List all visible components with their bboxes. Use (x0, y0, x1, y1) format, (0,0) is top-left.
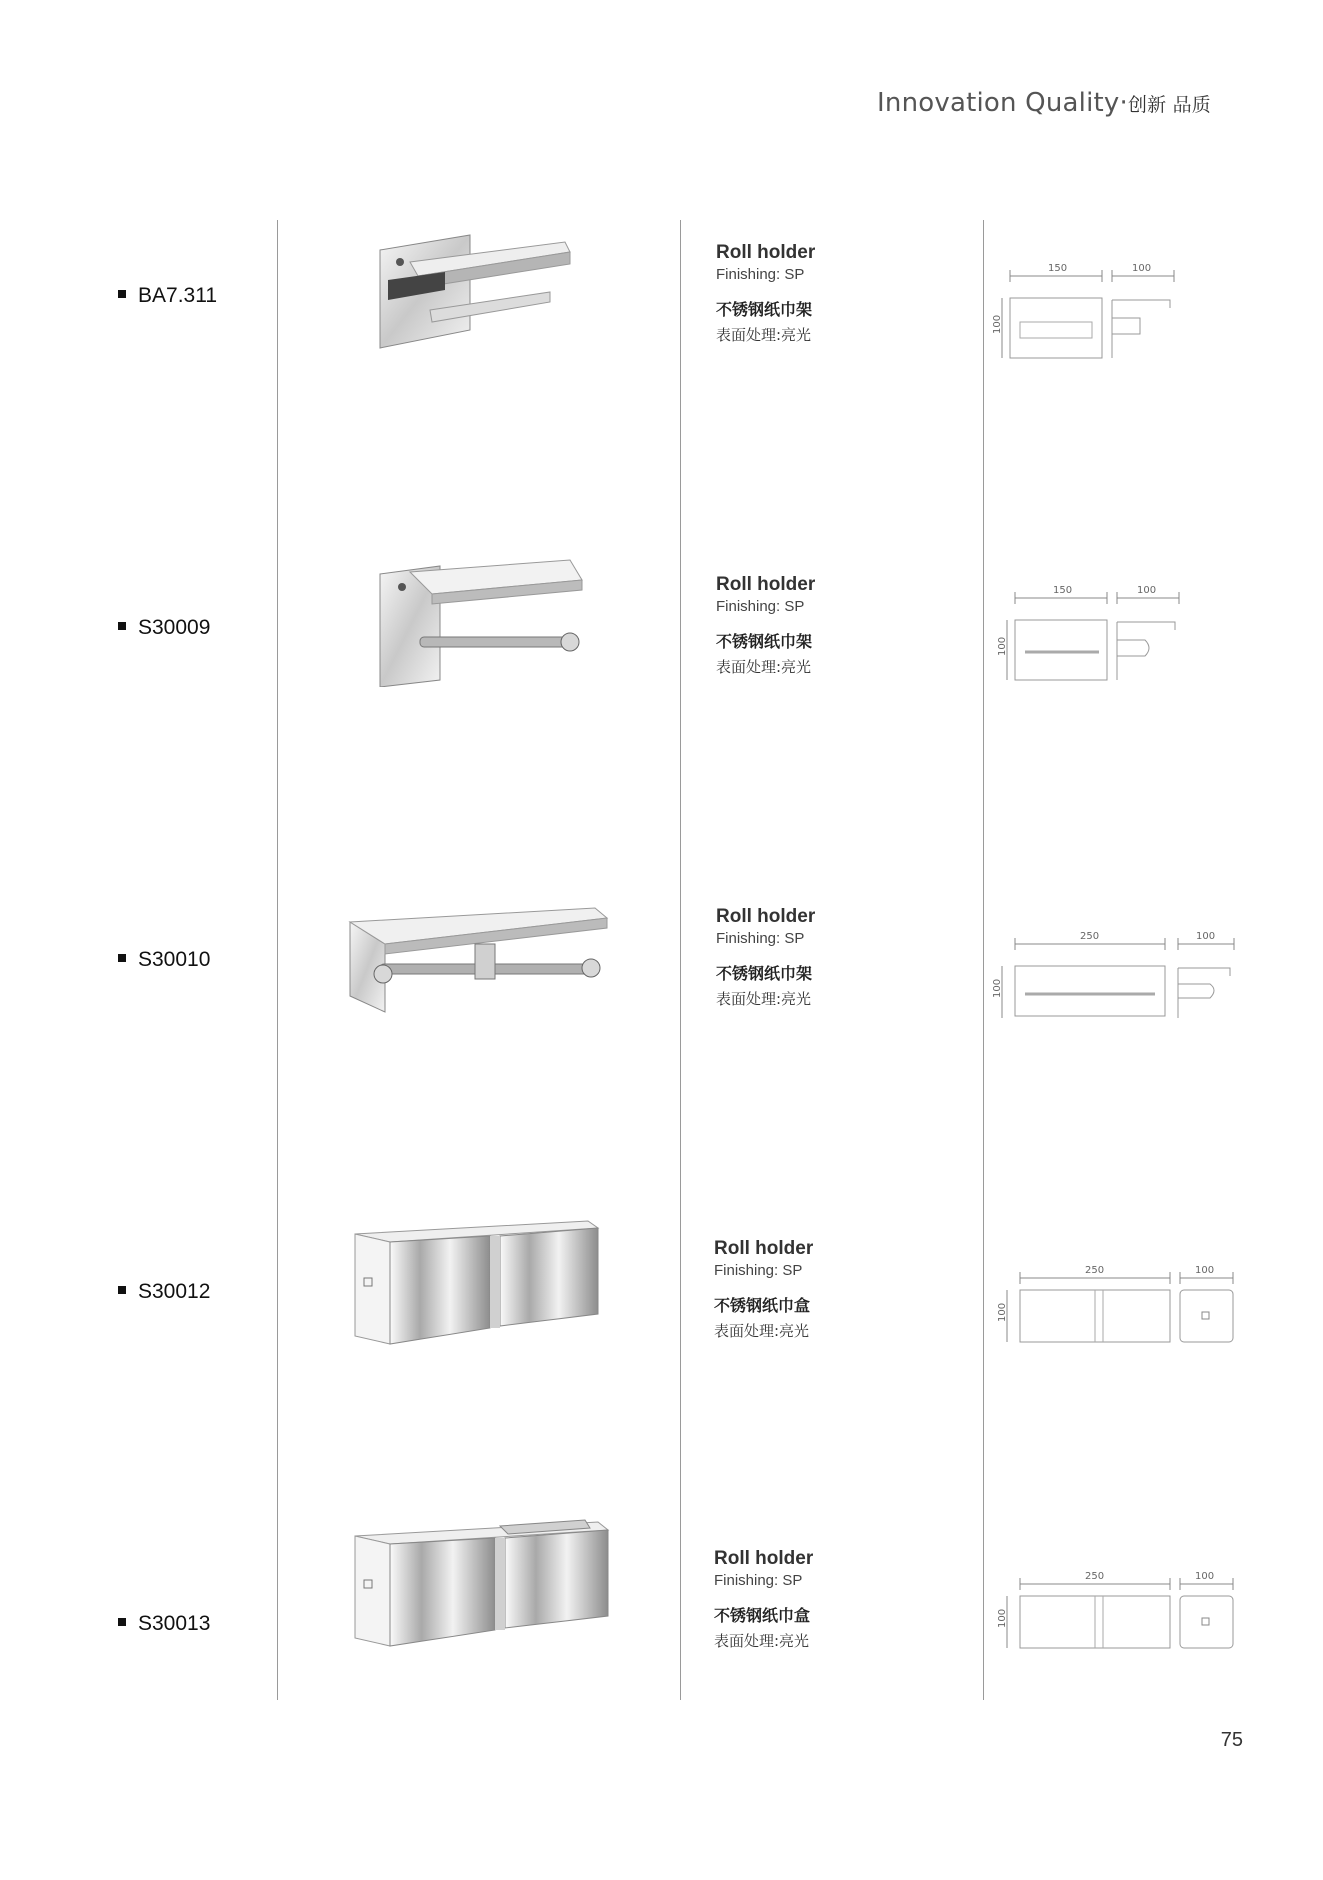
product-row (0, 1548, 1323, 1880)
product-info (716, 906, 815, 1009)
page-number: 75 (1220, 1729, 1243, 1751)
dim-width-label: 250 (1080, 931, 1100, 942)
bullet-icon (118, 954, 126, 962)
product-finishing-cn: 表面处理:亮光 (714, 1632, 810, 1650)
product-finishing: Finishing: SP (716, 598, 805, 615)
product-row (0, 552, 1323, 884)
dim-height-label: 100 (992, 978, 1003, 998)
dimension-drawing (995, 1566, 1255, 1676)
product-finishing: Finishing: SP (714, 1572, 803, 1589)
product-code (118, 284, 217, 308)
product-code-text: S30010 (138, 948, 211, 971)
product-photo (370, 552, 590, 687)
brand-english: Innovation Quality (877, 88, 1120, 118)
dim-height-label: 100 (992, 314, 1003, 334)
product-row (0, 884, 1323, 1216)
dimension-drawing (990, 926, 1250, 1036)
dim-depth-label: 100 (1195, 1265, 1215, 1276)
brand-chinese: 创新 品质 (1127, 94, 1211, 116)
product-code (118, 1612, 210, 1636)
dim-height-label: 100 (997, 1608, 1008, 1628)
product-photo (345, 904, 615, 1014)
product-code-text: S30012 (138, 1280, 211, 1303)
dimension-drawing (995, 580, 1205, 690)
dim-depth-label: 100 (1132, 263, 1152, 274)
dim-depth-label: 100 (1137, 585, 1157, 596)
product-finishing-cn: 表面处理:亮光 (716, 326, 812, 344)
product-name-cn: 不锈钢纸巾盒 (714, 1606, 811, 1625)
product-info (714, 1548, 813, 1651)
bullet-icon (118, 290, 126, 298)
product-name-cn: 不锈钢纸巾架 (716, 300, 813, 319)
product-name: Roll holder (716, 242, 816, 263)
product-name: Roll holder (716, 906, 816, 927)
dim-width-label: 150 (1053, 585, 1073, 596)
product-row (0, 1216, 1323, 1548)
product-finishing-cn: 表面处理:亮光 (716, 990, 812, 1008)
bullet-icon (118, 622, 126, 630)
bullet-icon (118, 1286, 126, 1294)
dim-depth-label: 100 (1196, 931, 1216, 942)
product-code (118, 1280, 210, 1304)
product-info (716, 574, 815, 677)
product-name-cn: 不锈钢纸巾盒 (714, 1296, 811, 1315)
product-finishing-cn: 表面处理:亮光 (714, 1322, 810, 1340)
brand-separator: · (1119, 88, 1128, 118)
product-photo (350, 1216, 600, 1351)
dim-width-label: 250 (1085, 1265, 1105, 1276)
product-name: Roll holder (714, 1548, 814, 1569)
dim-width-label: 250 (1085, 1571, 1105, 1582)
brand-tagline (877, 88, 1211, 118)
dim-height-label: 100 (997, 1302, 1008, 1322)
product-info (716, 242, 815, 345)
dim-height-label: 100 (997, 636, 1008, 656)
product-code-text: S30013 (138, 1612, 211, 1635)
product-finishing: Finishing: SP (716, 930, 805, 947)
product-photo (350, 1508, 610, 1648)
product-name: Roll holder (716, 574, 816, 595)
dim-width-label: 150 (1048, 263, 1068, 274)
product-finishing-cn: 表面处理:亮光 (716, 658, 812, 676)
product-code (118, 616, 210, 640)
product-name-cn: 不锈钢纸巾架 (716, 964, 813, 983)
product-finishing: Finishing: SP (716, 266, 805, 283)
product-code-text: BA7.311 (138, 284, 218, 307)
dimension-drawing (990, 258, 1200, 368)
product-row (0, 220, 1323, 552)
product-name: Roll holder (714, 1238, 814, 1259)
product-code-text: S30009 (138, 616, 211, 639)
product-code (118, 948, 210, 972)
dim-depth-label: 100 (1195, 1571, 1215, 1582)
dimension-drawing (995, 1260, 1255, 1370)
product-photo (370, 230, 580, 355)
bullet-icon (118, 1618, 126, 1626)
product-info (714, 1238, 813, 1341)
product-finishing: Finishing: SP (714, 1262, 803, 1279)
product-name-cn: 不锈钢纸巾架 (716, 632, 813, 651)
